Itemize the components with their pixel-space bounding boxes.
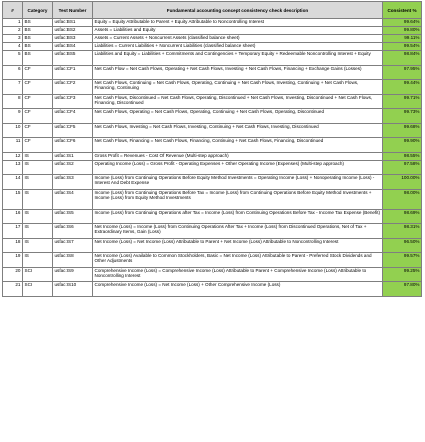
cell-description: Comprehensive Income (Loss) = Net Income (Loss) + Other Comprehensive Income (Loss) [93, 282, 383, 297]
cell-category: BS [23, 35, 53, 43]
cell-category: SCI [23, 267, 53, 282]
header-description: Fundamental accounting concept consistency check description [93, 2, 383, 19]
cell-consistent-pct: 96.50% [383, 238, 422, 253]
cell-num: 2 [3, 27, 23, 35]
cell-category: CF [23, 123, 53, 138]
table-row [3, 209, 422, 224]
cell-description: Net Cash Flows, Investing = Net Cash Flows, Investing, Continuing + Net Cash Flows, Investing, Discontinued [93, 123, 383, 138]
cell-test-number: usfac:IS5 [53, 209, 93, 224]
table-row [3, 267, 422, 282]
cell-num: 16 [3, 209, 23, 224]
cell-test-number: usfac:IS2 [53, 160, 93, 175]
cell-description: Net Cash Flows, Discontinued = Net Cash Flows, Operating, Discontinued + Net Cash Flows, Investing, Discontinued + Net Cash Flows, Financing, Discontinued [93, 94, 383, 109]
cell-test-number: usfac:BS1 [53, 19, 93, 27]
cell-category: BS [23, 19, 53, 27]
cell-category: BS [23, 43, 53, 51]
cell-category: BS [23, 27, 53, 35]
cell-test-number: usfac:IS1 [53, 152, 93, 160]
header-test-number: Test Number [53, 2, 93, 19]
cell-test-number: usfac:IS6 [53, 224, 93, 239]
table-row [3, 152, 422, 160]
cell-category: IS [23, 253, 53, 268]
cell-category: IS [23, 160, 53, 175]
cell-consistent-pct: 98.31% [383, 224, 422, 239]
table-row [3, 94, 422, 109]
cell-category: SCI [23, 282, 53, 297]
cell-num: 10 [3, 123, 23, 138]
cell-description: Operating Income (Loss) = Gross Profit - Operating Expenses + Other Operating Income (Expenses) (Multi-step approach) [93, 160, 383, 175]
cell-description: Equity = Equity Attributable to Parent + Equity Attributable to Noncontrolling Interest [93, 19, 383, 27]
cell-category: CF [23, 65, 53, 80]
cell-category: CF [23, 109, 53, 124]
cell-test-number: usfac:CF2 [53, 80, 93, 95]
cell-description: Gross Profit = Revenues - Cost Of Revenue (Multi-step approach) [93, 152, 383, 160]
cell-consistent-pct: 97.58% [383, 160, 422, 175]
cell-category: IS [23, 152, 53, 160]
cell-description: Net Income (Loss) = Income (Loss) from Continuing Operations After Tax + Income (Loss) from Discontinued Operations, Net of Tax + Extraordinary Items, Gain (Loss) [93, 224, 383, 239]
cell-consistent-pct: 98.69% [383, 209, 422, 224]
cell-description: Net Income (Loss) = Net Income (Loss) Attributable to Parent + Net Income (Loss) Attributable to Noncontrolling Interest [93, 238, 383, 253]
cell-test-number: usfac:BS3 [53, 35, 93, 43]
cell-description: Income (Loss) from Continuing Operations Before Equity Method Investments = Operating Income (Loss) + Nonoperating Income (Loss) - Interest And Debt Expense [93, 175, 383, 190]
cell-description: Liabilities and Equity = Liabilities + Commitments and Contingencies + Temporary Equity + Redeemable Noncontrolling Interest + Equity [93, 51, 383, 66]
table-row [3, 51, 422, 66]
cell-consistent-pct: 98.84% [383, 51, 422, 66]
header-category: Category [23, 2, 53, 19]
table-row [3, 238, 422, 253]
cell-description: Income (Loss) from Continuing Operations after Tax = Income (Loss) from Continuing Operations Before Tax - Income Tax Expense (Benefit) [93, 209, 383, 224]
cell-category: CF [23, 94, 53, 109]
cell-num: 11 [3, 138, 23, 153]
cell-consistent-pct: 99.44% [383, 80, 422, 95]
cell-consistent-pct: 99.54% [383, 43, 422, 51]
table-row [3, 27, 422, 35]
table-row [3, 253, 422, 268]
cell-consistent-pct: 98.55% [383, 152, 422, 160]
cell-category: CF [23, 80, 53, 95]
table-row [3, 19, 422, 27]
cell-consistent-pct: 97.95% [383, 65, 422, 80]
cell-test-number: usfac:IS7 [53, 238, 93, 253]
cell-category: IS [23, 175, 53, 190]
cell-num: 5 [3, 51, 23, 66]
cell-test-number: usfac:IS8 [53, 253, 93, 268]
cell-num: 1 [3, 19, 23, 27]
cell-num: 13 [3, 160, 23, 175]
cell-description: Assets = Current Assets + Noncurrent Assets (classified balance sheet) [93, 35, 383, 43]
table-row [3, 138, 422, 153]
header-row [3, 2, 422, 19]
cell-consistent-pct: 99.68% [383, 123, 422, 138]
table-row [3, 80, 422, 95]
cell-num: 18 [3, 238, 23, 253]
cell-test-number: usfac:BS4 [53, 43, 93, 51]
cell-description: Liabilities = Current Liabilities + Noncurrent Liabilities (classified balance sheet) [93, 43, 383, 51]
cell-category: IS [23, 189, 53, 209]
cell-num: 4 [3, 43, 23, 51]
cell-description: Net Income (Loss) Available to Common Stockholders, Basic = Net Income (Loss) Attributable to Parent - Preferred Stock Dividends and Other Adjustments [93, 253, 383, 268]
cell-num: 8 [3, 94, 23, 109]
table-row [3, 175, 422, 190]
cell-description: Comprehensive Income (Loss) = Comprehensive Income (Loss) Attributable to Parent + Comprehensive Income (Loss) Attributable to Noncontrolling Interest [93, 267, 383, 282]
table-row [3, 123, 422, 138]
table-row [3, 282, 422, 297]
cell-consistent-pct: 99.11% [383, 35, 422, 43]
cell-consistent-pct: 98.00% [383, 189, 422, 209]
cell-test-number: usfac:IS9 [53, 267, 93, 282]
cell-num: 19 [3, 253, 23, 268]
cell-consistent-pct: 99.80% [383, 27, 422, 35]
cell-num: 7 [3, 80, 23, 95]
cell-test-number: usfac:IS10 [53, 282, 93, 297]
header-num: # [3, 2, 23, 19]
cell-category: BS [23, 51, 53, 66]
cell-category: IS [23, 209, 53, 224]
header-consistent: Consistent % [383, 2, 422, 19]
table-body [3, 19, 422, 297]
cell-num: 21 [3, 282, 23, 297]
cell-num: 14 [3, 175, 23, 190]
cell-test-number: usfac:CF6 [53, 138, 93, 153]
cell-test-number: usfac:IS3 [53, 175, 93, 190]
cell-num: 15 [3, 189, 23, 209]
cell-consistent-pct: 99.90% [383, 138, 422, 153]
cell-description: Income (Loss) from Continuing Operations Before Tax = Income (Loss) from Continuing Operations Before Equity Method Investments + Income (Loss) from Equity Method Investments [93, 189, 383, 209]
cell-consistent-pct: 99.73% [383, 109, 422, 124]
cell-consistent-pct: 99.64% [383, 19, 422, 27]
table-row [3, 35, 422, 43]
cell-description: Net Cash Flows, Continuing = Net Cash Flows, Operating, Continuing + Net Cash Flows, Investing, Continuing + Net Cash Flows, Financing, Continuing [93, 80, 383, 95]
table-row [3, 189, 422, 209]
cell-consistent-pct: 97.80% [383, 282, 422, 297]
cell-test-number: usfac:IS4 [53, 189, 93, 209]
cell-category: IS [23, 238, 53, 253]
cell-description: Net Cash Flow = Net Cash Flows, Operating + Net Cash Flows, Investing + Net Cash Flows, Financing + Exchange Gains (Losses) [93, 65, 383, 80]
consistency-check-table [2, 1, 422, 297]
cell-test-number: usfac:BS5 [53, 51, 93, 66]
cell-test-number: usfac:CF1 [53, 65, 93, 80]
cell-num: 3 [3, 35, 23, 43]
table-row [3, 224, 422, 239]
cell-category: CF [23, 138, 53, 153]
cell-description: Net Cash Flows, Financing = Net Cash Flows, Financing, Continuing + Net Cash Flows, Financing, Discontinued [93, 138, 383, 153]
cell-category: IS [23, 224, 53, 239]
cell-description: Net Cash Flows, Operating = Net Cash Flows, Operating, Continuing + Net Cash Flows, Operating, Discontinued [93, 109, 383, 124]
table-row [3, 160, 422, 175]
table-row [3, 109, 422, 124]
cell-consistent-pct: 99.25% [383, 267, 422, 282]
cell-consistent-pct: 99.71% [383, 94, 422, 109]
cell-test-number: usfac:CF3 [53, 94, 93, 109]
cell-num: 17 [3, 224, 23, 239]
cell-consistent-pct: 99.57% [383, 253, 422, 268]
cell-num: 6 [3, 65, 23, 80]
table-row [3, 43, 422, 51]
cell-num: 20 [3, 267, 23, 282]
cell-num: 9 [3, 109, 23, 124]
cell-test-number: usfac:CF5 [53, 123, 93, 138]
cell-test-number: usfac:CF4 [53, 109, 93, 124]
cell-description: Assets = Liabilities and Equity [93, 27, 383, 35]
table-row [3, 65, 422, 80]
cell-test-number: usfac:BS2 [53, 27, 93, 35]
cell-num: 12 [3, 152, 23, 160]
cell-consistent-pct: 100.00% [383, 175, 422, 190]
